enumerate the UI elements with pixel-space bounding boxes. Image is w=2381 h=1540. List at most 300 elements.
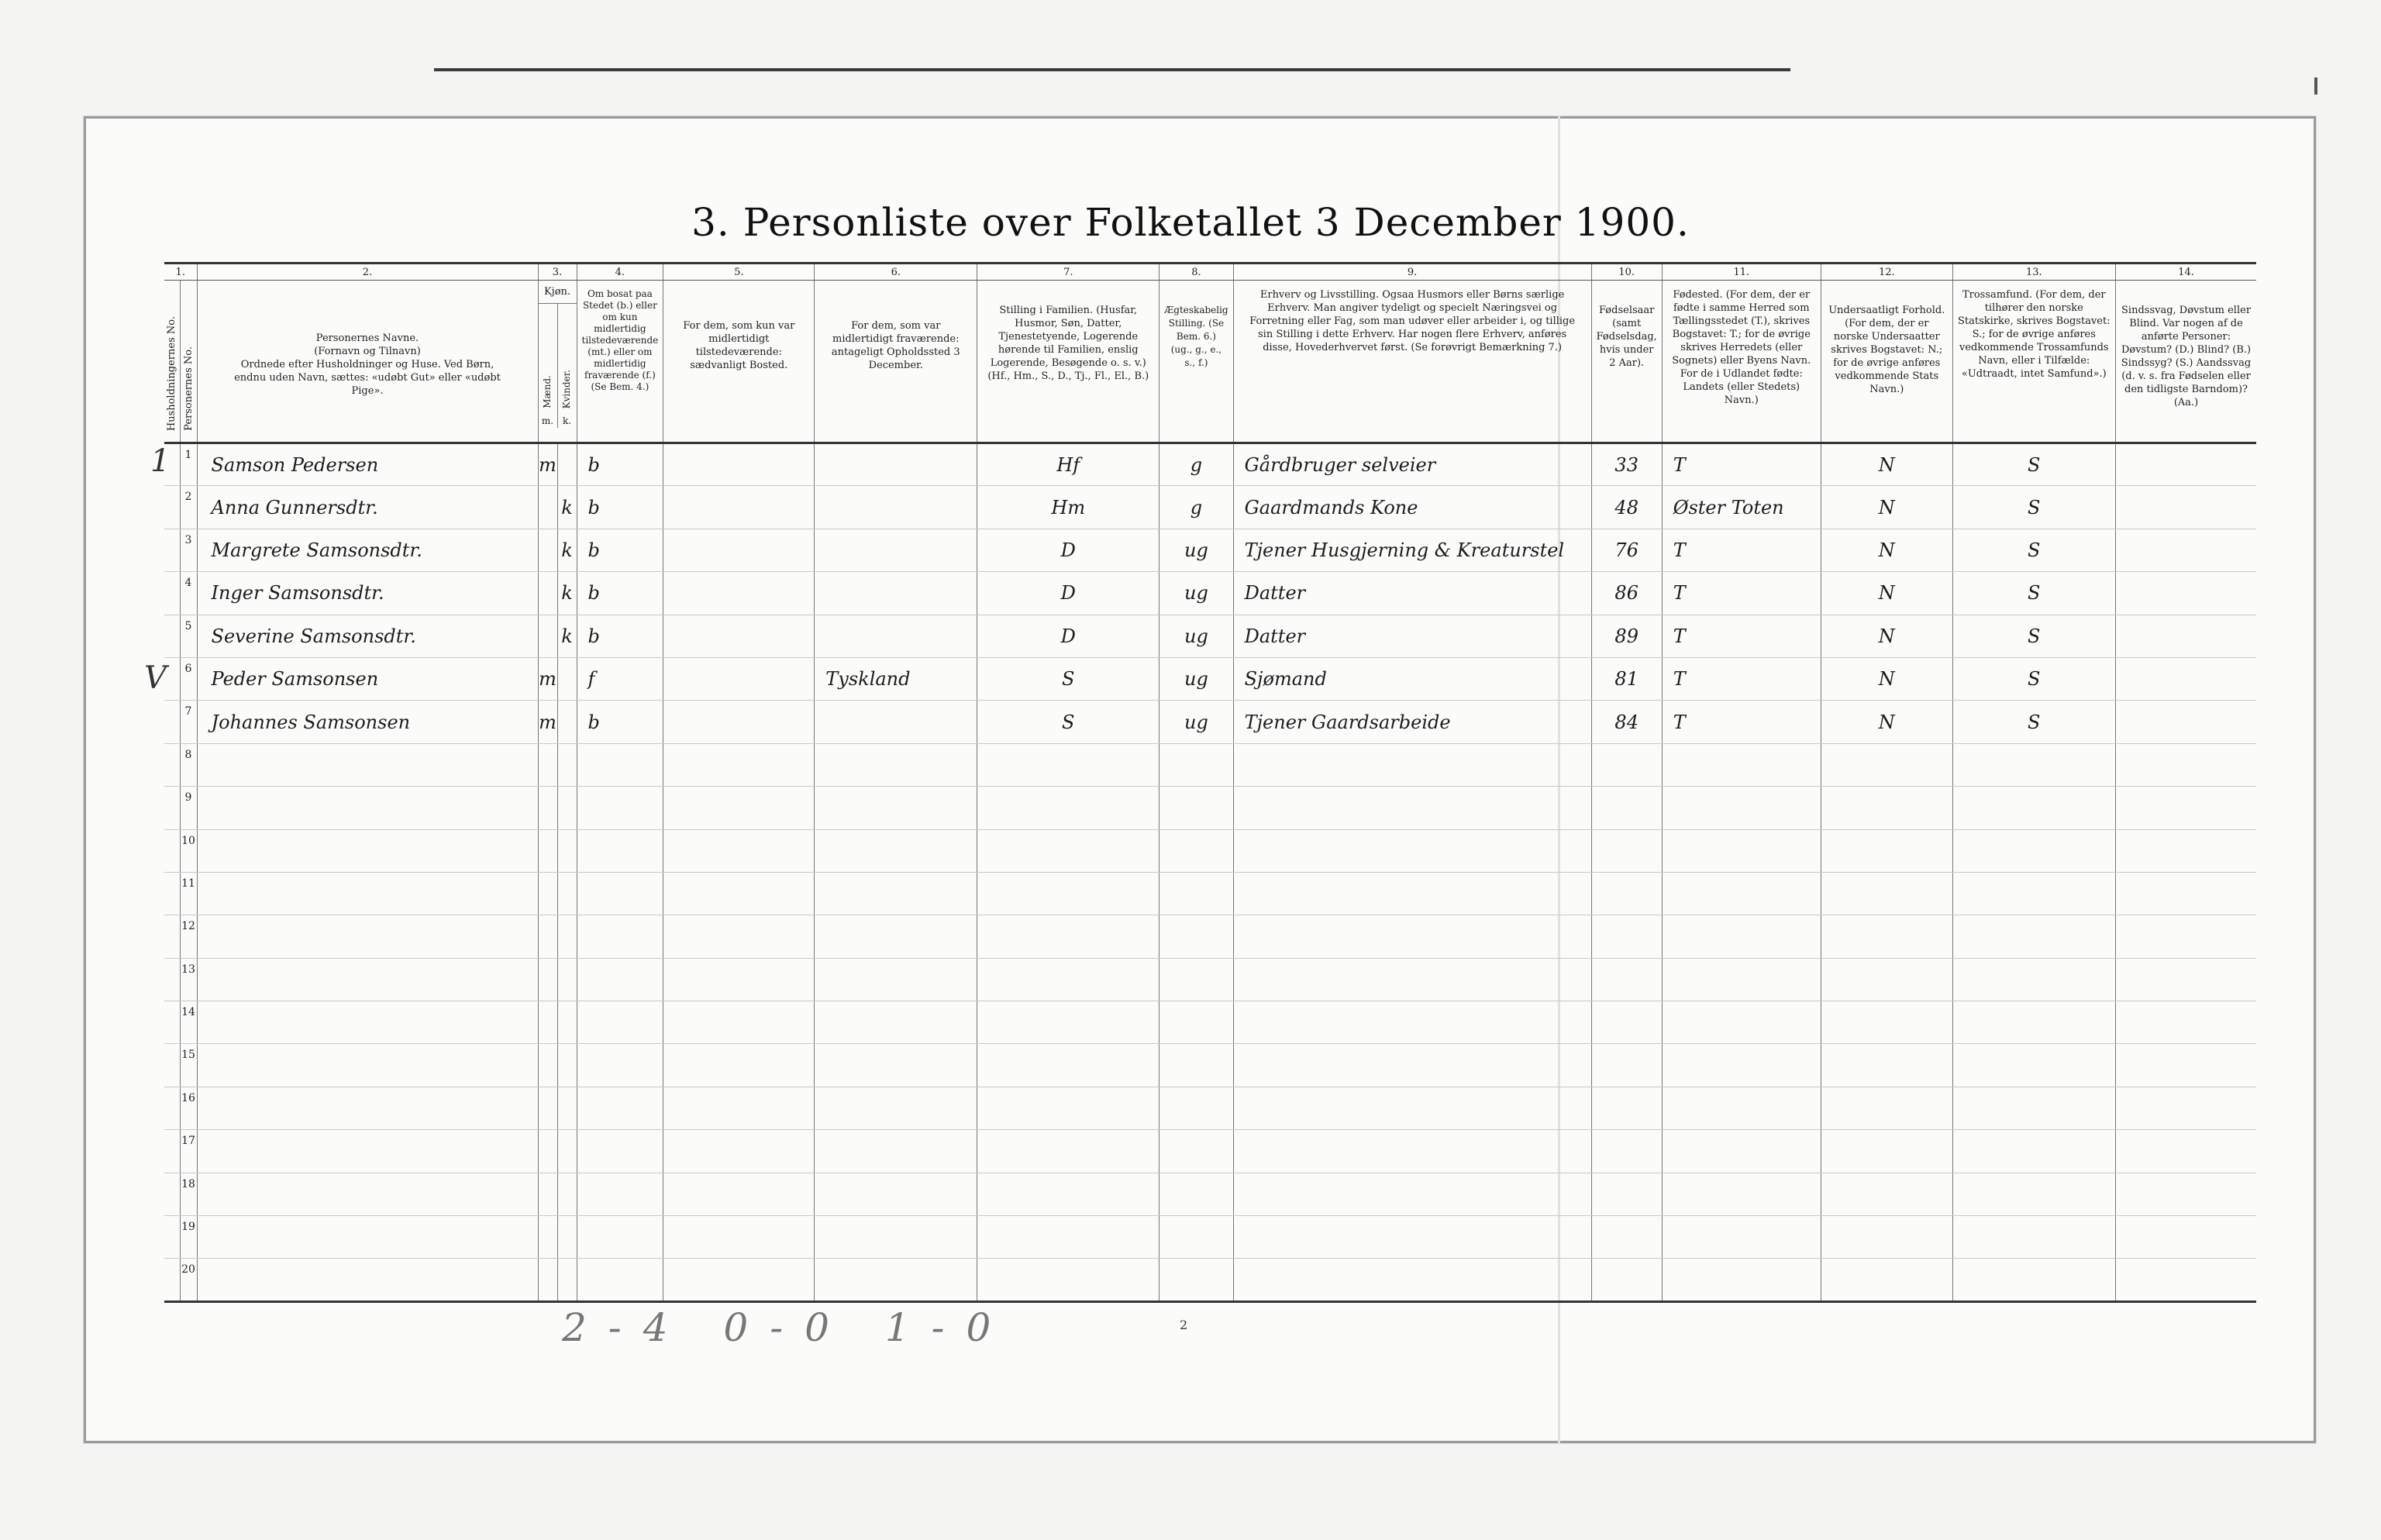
colnum-8: 8. [1159, 264, 1233, 281]
household-cell [164, 1001, 180, 1044]
family-position [977, 1173, 1159, 1215]
citizenship: N [1821, 572, 1952, 615]
disability [2115, 1130, 2256, 1173]
temporary-location [815, 915, 977, 958]
citizenship [1821, 1173, 1952, 1215]
gender-male [538, 872, 557, 915]
citizenship [1821, 829, 1952, 872]
table-row [164, 1044, 2256, 1087]
occupation [1233, 915, 1591, 958]
gender-male [538, 486, 557, 529]
row-number: 14 [180, 1001, 197, 1044]
residence-status [577, 829, 663, 872]
gender-female [557, 657, 577, 700]
colnum-12: 12. [1821, 264, 1952, 281]
disability [2115, 958, 2256, 1001]
table-row [164, 615, 2256, 657]
family-position [977, 958, 1159, 1001]
table-row [164, 1173, 2256, 1215]
header-occupation: Erhverv og Livsstilling. Ogsaa Husmors eller Børns særlige Erhverv. Man angiver tydeligt og specielt Næringsvei og Forretning eller Fag, som man udøver eller arbeider i, og tillige sin Stilling i dette Erhverv. Har nogen flere Erhverv, anføres disse, Hovederhvervet først. (Se forøvrigt Bemærkning 7.) [1233, 281, 1591, 443]
citizenship [1821, 872, 1952, 915]
birth-year: 81 [1591, 657, 1662, 700]
religion [1952, 787, 2115, 829]
gender-female [557, 872, 577, 915]
household-cell [164, 829, 180, 872]
gender-male [538, 1130, 557, 1173]
temporary-location [815, 486, 977, 529]
birthplace [1662, 1130, 1821, 1173]
row-number: 7 [180, 701, 197, 743]
usual-residence [663, 486, 815, 529]
page-title: 3. Personliste over Folketallet 3 December 1900. [691, 200, 1690, 245]
temporary-location [815, 615, 977, 657]
census-rows [164, 443, 2256, 1302]
marital-status: g [1159, 443, 1233, 486]
citizenship: N [1821, 701, 1952, 743]
gender-female [557, 787, 577, 829]
column-number-row [164, 264, 2256, 281]
citizenship: N [1821, 615, 1952, 657]
disability [2115, 743, 2256, 786]
occupation [1233, 958, 1591, 1001]
gender-female [557, 701, 577, 743]
disability [2115, 529, 2256, 571]
person-name [197, 1087, 538, 1129]
temporary-location [815, 1259, 977, 1301]
row-number: 1 [180, 443, 197, 486]
disability [2115, 1044, 2256, 1087]
birth-year: 48 [1591, 486, 1662, 529]
family-position [977, 915, 1159, 958]
table-row [164, 1216, 2256, 1259]
gender-male [538, 958, 557, 1001]
household-cell [164, 787, 180, 829]
table-row [164, 915, 2256, 958]
birth-year: 76 [1591, 529, 1662, 571]
person-name [197, 872, 538, 915]
residence-status [577, 915, 663, 958]
birthplace [1662, 1001, 1821, 1044]
household-cell [164, 1216, 180, 1259]
header-disability: Sindssvag, Døvstum eller Blind. Var nogen af de anførte Personer: Døvstum? (D.) Blind? (B.) Sindssyg? (S.) Aandssvag (d. v. s. fra Fødselen eller den tidligste Barndom)? (Aa.) [2115, 281, 2256, 443]
birthplace: T [1662, 529, 1821, 571]
birthplace: Øster Toten [1662, 486, 1821, 529]
usual-residence [663, 1216, 815, 1259]
gender-male [538, 572, 557, 615]
residence-status: b [577, 486, 663, 529]
temporary-location [815, 701, 977, 743]
religion [1952, 1130, 2115, 1173]
row-number: 5 [180, 615, 197, 657]
temporary-location [815, 1173, 977, 1215]
marital-status: ug [1159, 572, 1233, 615]
citizenship: N [1821, 486, 1952, 529]
row-number: 6 [180, 657, 197, 700]
row-number: 15 [180, 1044, 197, 1087]
household-cell [164, 572, 180, 615]
birthplace: T [1662, 615, 1821, 657]
row-number: 18 [180, 1173, 197, 1215]
occupation [1233, 1087, 1591, 1129]
residence-status: b [577, 615, 663, 657]
religion: S [1952, 443, 2115, 486]
usual-residence [663, 529, 815, 571]
marital-status [1159, 787, 1233, 829]
header-gender [538, 281, 577, 443]
occupation [1233, 1001, 1591, 1044]
occupation: Gårdbruger selveier [1233, 443, 1591, 486]
usual-residence [663, 958, 815, 1001]
birth-year [1591, 915, 1662, 958]
marital-status: ug [1159, 615, 1233, 657]
temporary-location [815, 1130, 977, 1173]
religion [1952, 1087, 2115, 1129]
gender-female: k [557, 529, 577, 571]
header-gender-title: Kjøn. [539, 285, 577, 304]
gender-male [538, 615, 557, 657]
usual-residence [663, 743, 815, 786]
gender-female [557, 1216, 577, 1259]
residence-status [577, 1087, 663, 1129]
residence-status [577, 958, 663, 1001]
person-name [197, 1001, 538, 1044]
birth-year [1591, 872, 1662, 915]
occupation [1233, 1173, 1591, 1215]
table-row [164, 1130, 2256, 1173]
bottom-tally: 2-4 0-0 1-0 [562, 1305, 1013, 1350]
colnum-2: 2. [197, 264, 538, 281]
birthplace [1662, 1259, 1821, 1301]
page-number: 2 [1180, 1318, 1188, 1332]
gender-male: m [538, 701, 557, 743]
gender-male: m [538, 443, 557, 486]
birth-year: 84 [1591, 701, 1662, 743]
religion [1952, 872, 2115, 915]
family-position: D [977, 615, 1159, 657]
gender-female [557, 1130, 577, 1173]
disability [2115, 787, 2256, 829]
header-men: Mænd. m. [539, 304, 558, 428]
occupation [1233, 743, 1591, 786]
birthplace: T [1662, 572, 1821, 615]
birthplace [1662, 1044, 1821, 1087]
birth-year [1591, 1044, 1662, 1087]
marital-status [1159, 958, 1233, 1001]
person-name [197, 1259, 538, 1301]
disability [2115, 915, 2256, 958]
marital-status [1159, 743, 1233, 786]
table-row [164, 657, 2256, 700]
family-position [977, 787, 1159, 829]
citizenship [1821, 915, 1952, 958]
table-row [164, 1087, 2256, 1129]
table-row [164, 1259, 2256, 1301]
occupation: Tjener Gaardsarbeide [1233, 701, 1591, 743]
citizenship [1821, 1130, 1952, 1173]
temporary-location [815, 572, 977, 615]
header-temporary-location: For dem, som var midlertidigt fraværende: antageligt Opholdssted 3 December. [815, 281, 977, 443]
usual-residence [663, 657, 815, 700]
disability [2115, 1087, 2256, 1129]
birth-year [1591, 743, 1662, 786]
colnum-9: 9. [1233, 264, 1591, 281]
row-number: 2 [180, 486, 197, 529]
disability [2115, 1173, 2256, 1215]
household-cell [164, 1087, 180, 1129]
occupation [1233, 1259, 1591, 1301]
occupation: Sjømand [1233, 657, 1591, 700]
household-cell [164, 657, 180, 700]
marital-status [1159, 1173, 1233, 1215]
religion: S [1952, 657, 2115, 700]
marital-status: ug [1159, 529, 1233, 571]
table-row [164, 743, 2256, 786]
residence-status: b [577, 572, 663, 615]
usual-residence [663, 615, 815, 657]
household-cell [164, 1130, 180, 1173]
birth-year [1591, 1001, 1662, 1044]
gender-male [538, 1259, 557, 1301]
usual-residence [663, 1130, 815, 1173]
citizenship: N [1821, 657, 1952, 700]
header-household-no: Husholdningernes No. [164, 281, 180, 443]
colnum-11: 11. [1662, 264, 1821, 281]
colnum-1: 1. [164, 264, 197, 281]
gender-female [557, 743, 577, 786]
family-position: S [977, 701, 1159, 743]
person-name: Peder Samsonsen [197, 657, 538, 700]
residence-status [577, 787, 663, 829]
family-position: D [977, 529, 1159, 571]
row-number: 12 [180, 915, 197, 958]
family-position: Hm [977, 486, 1159, 529]
family-position [977, 1001, 1159, 1044]
birth-year: 89 [1591, 615, 1662, 657]
birth-year [1591, 787, 1662, 829]
corner-mark [2314, 78, 2317, 95]
gender-female [557, 1044, 577, 1087]
gender-female [557, 443, 577, 486]
household-mark-1: 1 [150, 443, 171, 479]
table-row [164, 829, 2256, 872]
family-position: Hf [977, 443, 1159, 486]
religion [1952, 1001, 2115, 1044]
gender-male [538, 1001, 557, 1044]
usual-residence [663, 1173, 815, 1215]
gender-male [538, 743, 557, 786]
temporary-location [815, 829, 977, 872]
family-position: D [977, 572, 1159, 615]
gender-female [557, 1173, 577, 1215]
gender-female [557, 1259, 577, 1301]
person-name: Johannes Samsonsen [197, 701, 538, 743]
disability [2115, 572, 2256, 615]
birthplace [1662, 872, 1821, 915]
person-name [197, 1173, 538, 1215]
residence-status [577, 1044, 663, 1087]
birth-year [1591, 1259, 1662, 1301]
top-rule [434, 68, 1790, 71]
person-name: Inger Samsonsdtr. [197, 572, 538, 615]
family-position [977, 829, 1159, 872]
household-cell [164, 1173, 180, 1215]
marital-status: ug [1159, 657, 1233, 700]
colnum-5: 5. [663, 264, 815, 281]
temporary-location [815, 529, 977, 571]
census-table [164, 262, 2256, 1303]
person-name [197, 787, 538, 829]
temporary-location [815, 872, 977, 915]
household-cell [164, 1044, 180, 1087]
person-name [197, 1216, 538, 1259]
colnum-14: 14. [2115, 264, 2256, 281]
marital-status [1159, 915, 1233, 958]
temporary-location: Tyskland [815, 657, 977, 700]
religion [1952, 1259, 2115, 1301]
household-cell [164, 701, 180, 743]
gender-female [557, 1087, 577, 1129]
person-name [197, 958, 538, 1001]
household-cell [164, 1259, 180, 1301]
person-name: Severine Samsonsdtr. [197, 615, 538, 657]
residence-status [577, 1001, 663, 1044]
birth-year: 33 [1591, 443, 1662, 486]
disability [2115, 829, 2256, 872]
occupation [1233, 872, 1591, 915]
birth-year: 86 [1591, 572, 1662, 615]
household-cell [164, 486, 180, 529]
colnum-6: 6. [815, 264, 977, 281]
header-names-desc: Ordnede efter Husholdninger og Huse. Ved Børn, endnu uden Navn, sættes: «udøbt Gut» eller «udøbt Pige». [234, 359, 501, 397]
family-position [977, 1044, 1159, 1087]
marital-status: g [1159, 486, 1233, 529]
gender-female [557, 829, 577, 872]
marital-status: ug [1159, 701, 1233, 743]
family-position [977, 1216, 1159, 1259]
table-row [164, 529, 2256, 571]
residence-status [577, 1259, 663, 1301]
header-gender-sub [539, 304, 577, 428]
row-number: 13 [180, 958, 197, 1001]
colnum-4: 4. [577, 264, 663, 281]
temporary-location [815, 443, 977, 486]
gender-male [538, 829, 557, 872]
residence-status [577, 1216, 663, 1259]
disability [2115, 1001, 2256, 1044]
header-names-title: Personernes Navne. [315, 332, 419, 344]
occupation [1233, 787, 1591, 829]
family-position [977, 1130, 1159, 1173]
temporary-location [815, 1001, 977, 1044]
residence-status: b [577, 701, 663, 743]
residence-status [577, 1173, 663, 1215]
gender-female [557, 915, 577, 958]
table-row [164, 486, 2256, 529]
disability [2115, 872, 2256, 915]
person-name: Anna Gunnersdtr. [197, 486, 538, 529]
occupation [1233, 1044, 1591, 1087]
person-name [197, 915, 538, 958]
occupation: Gaardmands Kone [1233, 486, 1591, 529]
religion: S [1952, 529, 2115, 571]
table-row [164, 701, 2256, 743]
gender-male [538, 1087, 557, 1129]
gender-female: k [557, 486, 577, 529]
household-cell [164, 743, 180, 786]
family-position [977, 1087, 1159, 1129]
colnum-13: 13. [1952, 264, 2115, 281]
person-name: Samson Pedersen [197, 443, 538, 486]
temporary-location [815, 787, 977, 829]
marital-status [1159, 1259, 1233, 1301]
usual-residence [663, 1087, 815, 1129]
row-number: 8 [180, 743, 197, 786]
gender-male [538, 787, 557, 829]
marital-status [1159, 829, 1233, 872]
family-position [977, 872, 1159, 915]
person-name: Margrete Samsonsdtr. [197, 529, 538, 571]
table-row [164, 443, 2256, 486]
citizenship [1821, 743, 1952, 786]
residence-status: f [577, 657, 663, 700]
gender-female [557, 1001, 577, 1044]
row-number: 3 [180, 529, 197, 571]
disability [2115, 657, 2256, 700]
colnum-10: 10. [1591, 264, 1662, 281]
citizenship: N [1821, 443, 1952, 486]
gender-male: m [538, 657, 557, 700]
disability [2115, 615, 2256, 657]
citizenship [1821, 1001, 1952, 1044]
usual-residence [663, 701, 815, 743]
header-marital-status: Ægteskabelig Stilling. (Se Bem. 6.) (ug., g., e., s., f.) [1159, 281, 1233, 443]
marital-status [1159, 872, 1233, 915]
row-number: 9 [180, 787, 197, 829]
citizenship [1821, 787, 1952, 829]
gender-male [538, 1173, 557, 1215]
marital-status [1159, 1087, 1233, 1129]
temporary-location [815, 1044, 977, 1087]
birthplace [1662, 1216, 1821, 1259]
occupation [1233, 829, 1591, 872]
usual-residence [663, 915, 815, 958]
person-name [197, 743, 538, 786]
table-row [164, 958, 2256, 1001]
citizenship [1821, 958, 1952, 1001]
gender-female [557, 958, 577, 1001]
temporary-location [815, 958, 977, 1001]
header-family-position: Stilling i Familien. (Husfar, Husmor, Søn, Datter, Tjenestetyende, Logerende hørende til Familien, enslig Logerende, Besøgende o. s. v.) (Hf., Hm., S., D., Tj., Fl., El., B.) [977, 281, 1159, 443]
row-number: 20 [180, 1259, 197, 1301]
religion [1952, 1216, 2115, 1259]
birthplace [1662, 1173, 1821, 1215]
household-cell [164, 872, 180, 915]
marital-status [1159, 1001, 1233, 1044]
marital-status [1159, 1130, 1233, 1173]
table-row [164, 787, 2256, 829]
family-position: S [977, 657, 1159, 700]
birth-year [1591, 1087, 1662, 1129]
usual-residence [663, 572, 815, 615]
birthplace: T [1662, 657, 1821, 700]
citizenship [1821, 1044, 1952, 1087]
family-position [977, 743, 1159, 786]
header-person-no: Personernes No. [180, 281, 197, 443]
gender-male [538, 529, 557, 571]
usual-residence [663, 872, 815, 915]
marital-status [1159, 1216, 1233, 1259]
header-birth-year: Fødselsaar (samt Fødselsdag, hvis under 2 Aar). [1591, 281, 1662, 443]
